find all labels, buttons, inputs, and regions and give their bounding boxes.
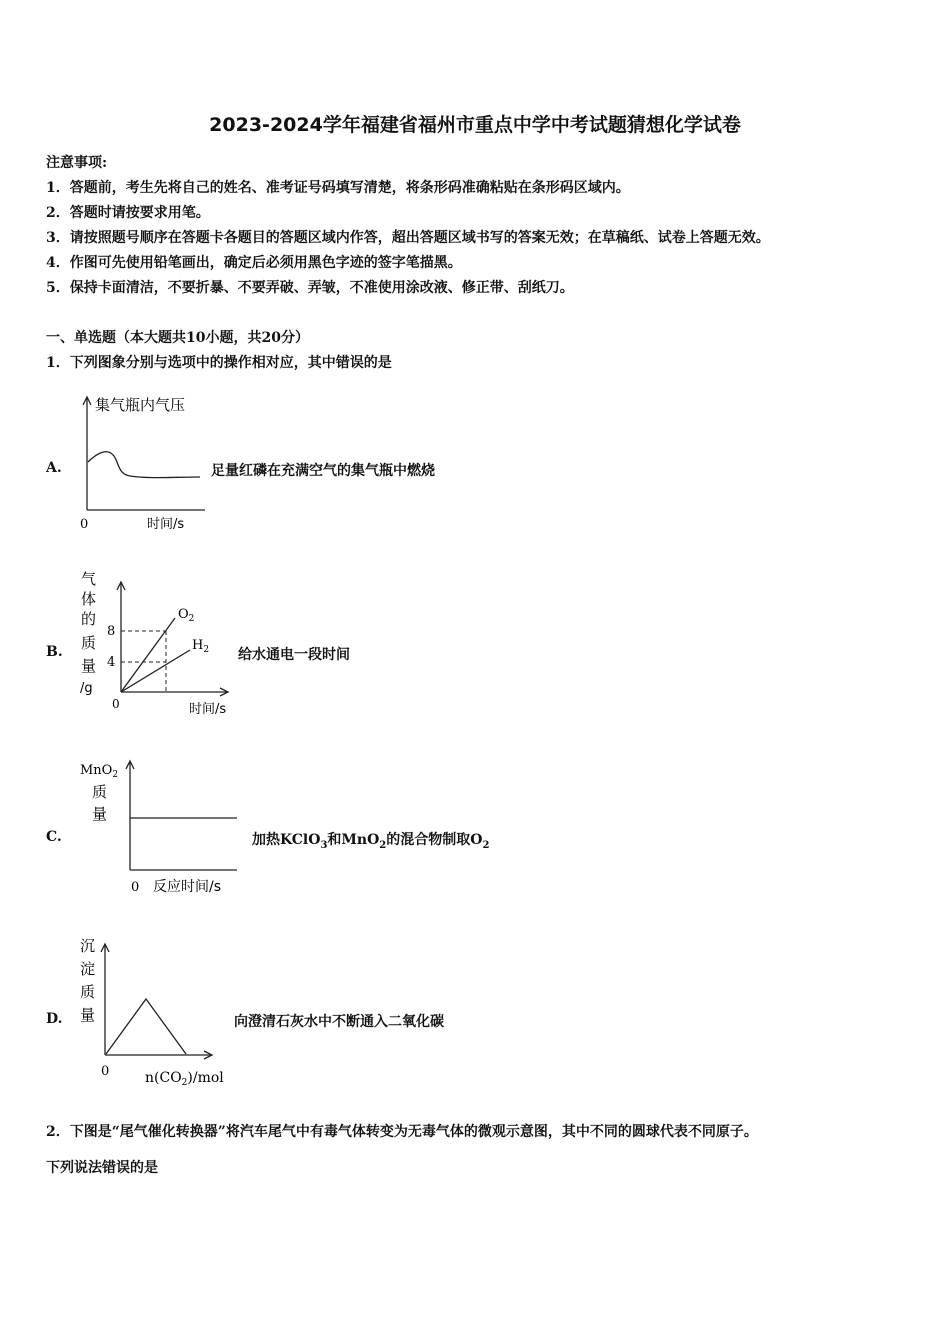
option-a-x-label: 时间/s (147, 517, 185, 532)
option-d-x-label: $n(CO_2)$/mol (145, 1070, 224, 1088)
question-2-stem-line2: 下列说法错误的是 (46, 1160, 158, 1176)
page-title: 2023-2024学年福建省福州市重点中学中考试题猜想化学试卷 (209, 114, 741, 136)
option-c-origin: 0 (131, 880, 140, 895)
option-c-x-label: 反应时间/s (153, 879, 222, 895)
option-d-origin: 0 (101, 1064, 110, 1079)
option-c-y-char-1: 质 (92, 783, 108, 801)
option-d-y-arrow (101, 944, 109, 952)
option-b-y-char-5: 量 (81, 657, 97, 675)
section-heading: 一、单选题（本大题共10小题，共20分） (46, 330, 309, 346)
option-c-y-label-top: MnO$_2$ (80, 763, 119, 780)
option-b-y-unit: /g (80, 681, 93, 696)
option-d-y-char-2: 淀 (80, 960, 96, 978)
option-c-y-char-2: 量 (92, 805, 108, 823)
option-b-y-char-1: 气 (81, 570, 97, 588)
notice-item-4: 4．作图可先使用铅笔画出，确定后必须用黑色字迹的签字笔描黑。 (46, 255, 462, 271)
option-a-letter: A. (46, 460, 62, 476)
option-a-y-label: 集气瓶内气压 (95, 396, 186, 414)
option-d-y-char-3: 质 (80, 983, 96, 1001)
question-1-stem: 1．下列图象分别与选项中的操作相对应，其中错误的是 (46, 355, 392, 371)
option-b-o2-label: $O_2$ (178, 607, 195, 624)
notice-heading: 注意事项: (46, 155, 108, 171)
option-b-y-char-4: 质 (81, 634, 97, 652)
option-b-tick-8: 8 (107, 624, 116, 639)
option-a-origin: 0 (80, 517, 89, 532)
option-b-o2-line (121, 618, 175, 692)
option-c-text: 加热KClO$_3$和MnO$_2$的混合物制取$O_2$ (252, 832, 490, 851)
option-d-text: 向澄清石灰水中不断通入二氧化碳 (234, 1014, 444, 1030)
option-a-y-arrow (83, 397, 91, 405)
option-b-y-arrow (117, 582, 125, 590)
option-b-h2-line (121, 650, 190, 692)
notice-item-3: 3．请按照题号顺序在答题卡各题目的答题区域内作答，超出答题区域书写的答案无效；在草稿纸、试卷上答题无效。 (46, 230, 770, 246)
option-c-y-arrow (126, 761, 134, 769)
option-d-triangle (106, 999, 186, 1054)
option-b-x-arrow (220, 688, 228, 696)
option-d-y-char-1: 沉 (80, 937, 96, 955)
option-d-y-char-4: 量 (80, 1006, 96, 1024)
option-b-origin: 0 (112, 697, 120, 711)
option-b-text: 给水通电一段时间 (238, 647, 350, 663)
question-2-stem-line1: 2．下图是“尾气催化转换器”将汽车尾气中有毒气体转变为无毒气体的微观示意图，其中不同的圆球代表不同原子。 (46, 1124, 758, 1140)
option-b-x-label: 时间/s (189, 702, 227, 717)
option-b-y-char-3: 的 (81, 610, 97, 628)
option-a-curve (88, 452, 200, 478)
option-b-h2-label: $H_2$ (192, 638, 210, 655)
option-d-x-arrow (204, 1051, 212, 1059)
option-d-letter: D. (46, 1011, 63, 1027)
option-a-text: 足量红磷在充满空气的集气瓶中燃烧 (211, 463, 435, 479)
option-b-letter: B. (46, 644, 63, 660)
notice-item-5: 5．保持卡面清洁，不要折暴、不要弄破、弄皱，不准使用涂改液、修正带、刮纸刀。 (46, 280, 574, 296)
option-b-tick-4: 4 (107, 655, 116, 670)
notice-item-1: 1．答题前，考生先将自己的姓名、准考证号码填写清楚，将条形码准确粘贴在条形码区域内。 (46, 180, 630, 196)
option-b-y-char-2: 体 (81, 590, 97, 608)
option-c-letter: C. (46, 829, 62, 845)
notice-item-2: 2．答题时请按要求用笔。 (46, 205, 210, 221)
